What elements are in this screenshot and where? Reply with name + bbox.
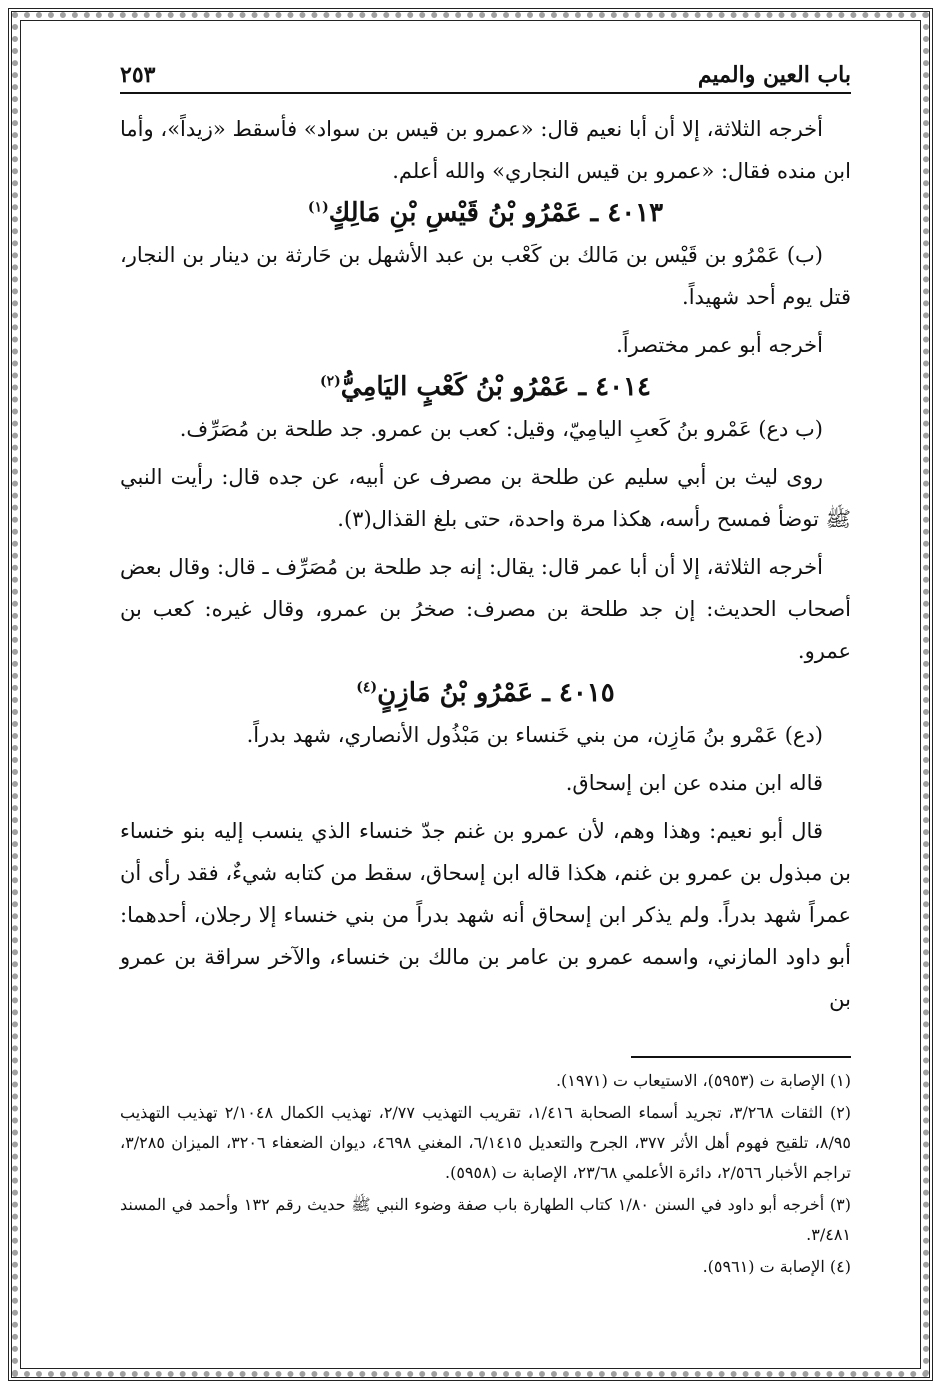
footnotes [120, 1066, 851, 1282]
paragraph: أخرجه الثلاثة، إلا أن أبا عمر قال: يقال: إنه جد طلحة بن مُصَرِّف ـ قال: وقال بعض أصحاب الحديث: إن جد طلحة بن مصرف: صخرُ بن عمرو، وقال غيره: كعب بن عمرو. [120, 555, 851, 663]
footnote: (٢) الثقات ٣/٢٦٨، تجريد أسماء الصحابة ١/٤١٦، تقريب التهذيب ٢/٧٧، تهذيب الكمال ٢/١٠٤٨ تهذيب التهذيب ٨/٩٥، تلقيح فهوم أهل الأثر ٣٧٧، الجرح والتعديل ٦/١٤١٥، المغني ٤٦٩٨، ديوان الضعفاء ٣٢٠٦، الميزان ٣/٢٨٥، تراجم الأخبار ٢/٥٦٦، دائرة الأعلمي ٢٣/٦٨، الإصابة ت (٥٩٥٨). [120, 1103, 852, 1182]
paragraph: (دع) عَمْرو بنُ مَازِن، من بني خَنساء بن مَبْذُول الأنصاري، شهد بدراً. [246, 723, 823, 747]
paragraph: (ب دع) عَمْرو بنُ كَعبِ اليامِيّ، وقيل: كعب بن عمرو. جد طلحة بن مُصَرِّف. [179, 417, 823, 441]
entry-heading [120, 198, 851, 228]
entry-heading [120, 372, 851, 402]
paragraph: قال أبو نعيم: وهذا وهم، لأن عمرو بن غنم جدّ خنساء الذي ينسب إليه بنو خنساء بن مبذول بن عمرو بن غنم، هكذا قاله ابن إسحاق، سقط من كتابه شيءٌ، فقد رأى أن عمراً شهد بدراً. ولم يذكر ابن إسحاق أنه شهد بدراً من بني خنساء إلا رجلان، أحدهما: أبو داود المازني، واسمه عمرو بن عامر بن مالك بن خنساء، والآخر سراقة بن عمرو بن [120, 819, 851, 1011]
paragraph: قاله ابن منده عن ابن إسحاق. [565, 771, 823, 795]
footnote-ref: (٢) [320, 373, 341, 390]
entry-heading [120, 678, 851, 708]
page-content [120, 62, 851, 1329]
footnote: (٤) الإصابة ت (٥٩٦١). [702, 1257, 851, 1276]
footnote-ref: (٤) [356, 679, 378, 696]
chapter-title: باب العين والميم [697, 62, 851, 88]
page-number: ٢٥٣ [120, 62, 156, 88]
paragraph: أخرجه أبو عمر مختصراً. [616, 333, 823, 357]
footnote: (٣) أخرجه أبو داود في السنن ١/٨٠ كتاب الطهارة باب صفة وضوء النبي ﷺ حديث رقم ١٣٢ وأحمد في المسند ٣/٤٨١. [120, 1195, 852, 1244]
running-header [120, 62, 851, 94]
footnote-ref: (١) [307, 199, 329, 216]
footnote: (١) الإصابة ت (٥٩٥٣)، الاستيعاب ت (١٩٧١). [555, 1071, 851, 1090]
entry-heading-text: ٤٠١٥ ـ عَمْرُو بْنُ مَازِنٍ [377, 678, 615, 708]
paragraph: روى ليث بن أبي سليم عن طلحة بن مصرف عن أبيه، عن جده قال: رأيت النبي ﷺ توضأ فمسح رأسه، هكذا مرة واحدة، حتى بلغ القذال(٣). [120, 465, 851, 531]
paragraph: (ب) عَمْرُو بن قَيْس بن مَالك بن كَعْب بن عبد الأشهل بن حَارثة بن دينار بن النجار، قتل يوم أحد شهيداً. [120, 243, 851, 309]
paragraph: أخرجه الثلاثة، إلا أن أبا نعيم قال: «عمرو بن قيس بن سواد» فأسقط «زيداً»، وأما ابن منده فقال: «عمرو بن قيس النجاري» والله أعلم. [120, 117, 851, 183]
entry-heading-text: ٤٠١٤ ـ عَمْرُو بْنُ كَعْبٍ اليَامِيُّ [340, 372, 651, 402]
entry-heading-text: ٤٠١٣ ـ عَمْرُو بْنُ قَيْسِ بْنِ مَالِكٍ [328, 198, 664, 228]
footnote-divider [631, 1056, 851, 1058]
